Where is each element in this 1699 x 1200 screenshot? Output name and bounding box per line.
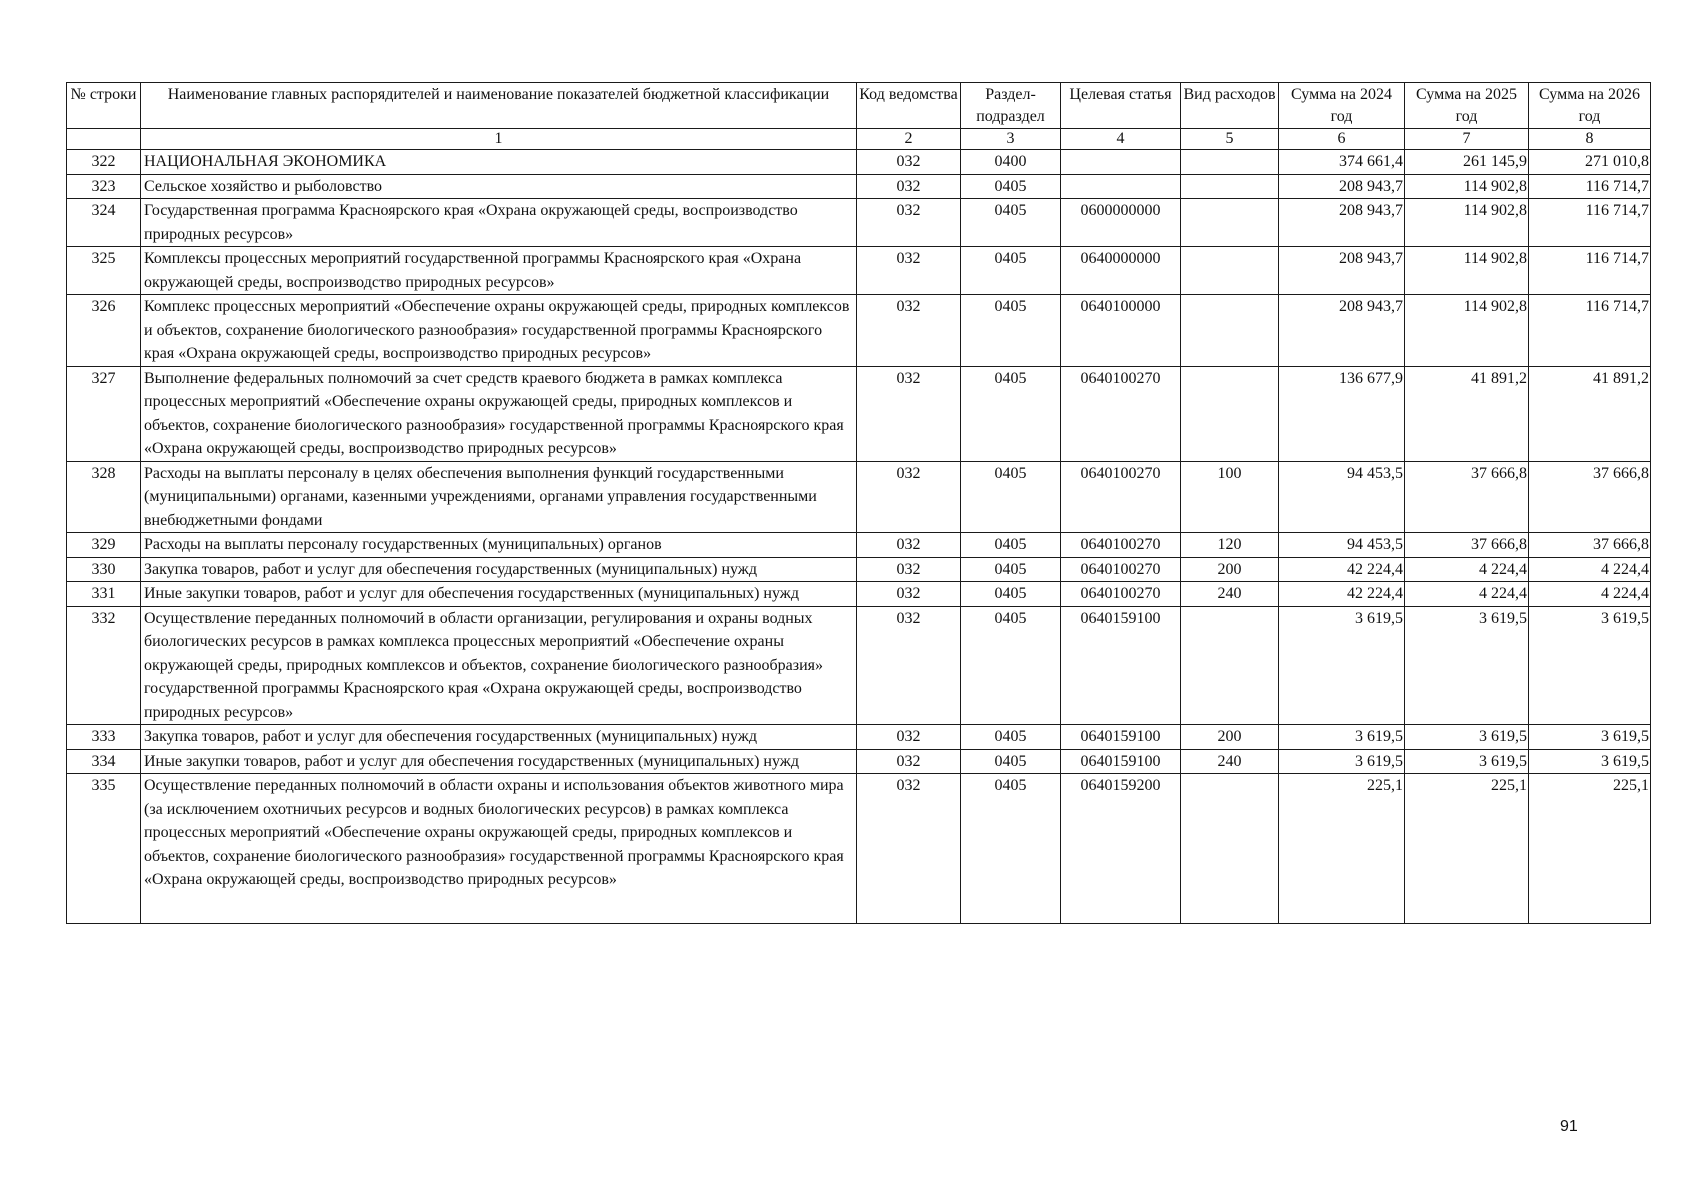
- sum-2026-cell: 116 714,7: [1529, 247, 1651, 295]
- sum-2026-cell: 271 010,8: [1529, 150, 1651, 175]
- sum-2025-cell: 114 902,8: [1405, 199, 1529, 247]
- header-expense-type: Вид расходов: [1181, 83, 1279, 129]
- sum-2024-cell: 208 943,7: [1279, 199, 1405, 247]
- sum-2025-cell: 37 666,8: [1405, 533, 1529, 558]
- expense-type-cell: 200: [1181, 725, 1279, 750]
- expense-type-cell: 240: [1181, 749, 1279, 774]
- sum-2026-cell: 225,1: [1529, 774, 1651, 924]
- column-number: 6: [1279, 129, 1405, 150]
- expense-type-cell: 200: [1181, 557, 1279, 582]
- section-cell: 0405: [961, 606, 1061, 725]
- expense-type-cell: [1181, 606, 1279, 725]
- table-row: [67, 461, 1651, 533]
- page-number: 91: [1560, 1118, 1578, 1135]
- target-cell: 0640159200: [1061, 774, 1181, 924]
- header-sum-2024: Сумма на 2024 год: [1279, 83, 1405, 129]
- row-number: 331: [67, 582, 141, 607]
- row-name: Выполнение федеральных полномочий за счет средств краевого бюджета в рамках комплекса процессных мероприятий «Обеспечение охраны окружающей среды, природных комплексов и объектов, сохранение биологического разнообразия» государственной программы Красноярского края «Охрана окружающей среды, воспроизводство природных ресурсов»: [141, 366, 857, 461]
- row-name: Закупка товаров, работ и услуг для обеспечения государственных (муниципальных) нужд: [141, 725, 857, 750]
- dept-code-cell: 032: [857, 199, 961, 247]
- sum-2026-cell: 4 224,4: [1529, 557, 1651, 582]
- dept-code-cell: 032: [857, 174, 961, 199]
- sum-2025-cell: 261 145,9: [1405, 150, 1529, 175]
- dept-code-cell: 032: [857, 533, 961, 558]
- target-cell: 0640159100: [1061, 749, 1181, 774]
- header-name: Наименование главных распорядителей и наименование показателей бюджетной классификации: [141, 83, 857, 129]
- row-number: 325: [67, 247, 141, 295]
- row-name: Расходы на выплаты персоналу в целях обеспечения выполнения функций государственными (муниципальными) органами, казенными учреждениями, органами управления государственными внебюджетными фондами: [141, 461, 857, 533]
- header-section: Раздел-подраздел: [961, 83, 1061, 129]
- section-cell: 0400: [961, 150, 1061, 175]
- target-cell: [1061, 174, 1181, 199]
- target-cell: [1061, 150, 1181, 175]
- row-number: 332: [67, 606, 141, 725]
- header-dept-code: Код ведомства: [857, 83, 961, 129]
- target-cell: 0640000000: [1061, 247, 1181, 295]
- section-cell: 0405: [961, 557, 1061, 582]
- row-number: 329: [67, 533, 141, 558]
- column-number: 4: [1061, 129, 1181, 150]
- table-row: [67, 582, 1651, 607]
- section-cell: 0405: [961, 725, 1061, 750]
- target-cell: 0640159100: [1061, 725, 1181, 750]
- column-number: 7: [1405, 129, 1529, 150]
- sum-2024-cell: 208 943,7: [1279, 247, 1405, 295]
- section-cell: 0405: [961, 582, 1061, 607]
- expense-type-cell: 240: [1181, 582, 1279, 607]
- sum-2026-cell: 3 619,5: [1529, 749, 1651, 774]
- table-row: [67, 533, 1651, 558]
- table-row: [67, 606, 1651, 725]
- dept-code-cell: 032: [857, 582, 961, 607]
- expense-type-cell: [1181, 774, 1279, 924]
- expense-type-cell: 120: [1181, 533, 1279, 558]
- expense-type-cell: [1181, 366, 1279, 461]
- column-number-row: [67, 129, 1651, 150]
- sum-2024-cell: 42 224,4: [1279, 582, 1405, 607]
- sum-2024-cell: 42 224,4: [1279, 557, 1405, 582]
- sum-2025-cell: 225,1: [1405, 774, 1529, 924]
- column-number: 3: [961, 129, 1061, 150]
- sum-2024-cell: 3 619,5: [1279, 606, 1405, 725]
- sum-2024-cell: 374 661,4: [1279, 150, 1405, 175]
- row-name: Расходы на выплаты персоналу государственных (муниципальных) органов: [141, 533, 857, 558]
- column-number: 1: [141, 129, 857, 150]
- sum-2024-cell: 208 943,7: [1279, 174, 1405, 199]
- expense-type-cell: [1181, 247, 1279, 295]
- table-row: [67, 725, 1651, 750]
- target-cell: 0640100270: [1061, 557, 1181, 582]
- sum-2024-cell: 3 619,5: [1279, 725, 1405, 750]
- target-cell: 0640100000: [1061, 295, 1181, 367]
- sum-2025-cell: 4 224,4: [1405, 557, 1529, 582]
- table-row: [67, 247, 1651, 295]
- budget-table: [66, 82, 1651, 924]
- target-cell: 0640100270: [1061, 366, 1181, 461]
- target-cell: 0600000000: [1061, 199, 1181, 247]
- table-row: [67, 150, 1651, 175]
- expense-type-cell: [1181, 174, 1279, 199]
- section-cell: 0405: [961, 174, 1061, 199]
- dept-code-cell: 032: [857, 725, 961, 750]
- dept-code-cell: 032: [857, 461, 961, 533]
- header-row-no: № строки: [67, 83, 141, 129]
- dept-code-cell: 032: [857, 557, 961, 582]
- table-body: [67, 150, 1651, 924]
- row-number: 334: [67, 749, 141, 774]
- target-cell: 0640100270: [1061, 582, 1181, 607]
- sum-2025-cell: 3 619,5: [1405, 749, 1529, 774]
- column-number: 8: [1529, 129, 1651, 150]
- table-row: [67, 557, 1651, 582]
- sum-2025-cell: 41 891,2: [1405, 366, 1529, 461]
- row-number: 323: [67, 174, 141, 199]
- row-name: Осуществление переданных полномочий в области охраны и использования объектов животного мира (за исключением охотничьих ресурсов и водных биологических ресурсов) в рамках комплекса процессных мероприятий «Обеспечение охраны окружающей среды, природных комплексов и объектов, сохранение биологического разнообразия» государственной программы Красноярского края «Охрана окружающей среды, воспроизводство природных ресурсов»: [141, 774, 857, 924]
- section-cell: 0405: [961, 366, 1061, 461]
- row-number: 335: [67, 774, 141, 924]
- dept-code-cell: 032: [857, 150, 961, 175]
- sum-2026-cell: 116 714,7: [1529, 174, 1651, 199]
- sum-2024-cell: 3 619,5: [1279, 749, 1405, 774]
- table-row: [67, 295, 1651, 367]
- target-cell: 0640100270: [1061, 461, 1181, 533]
- sum-2024-cell: 225,1: [1279, 774, 1405, 924]
- table-row: [67, 366, 1651, 461]
- expense-type-cell: 100: [1181, 461, 1279, 533]
- dept-code-cell: 032: [857, 295, 961, 367]
- sum-2025-cell: 4 224,4: [1405, 582, 1529, 607]
- row-number: 333: [67, 725, 141, 750]
- table-row: [67, 749, 1651, 774]
- table-row: [67, 774, 1651, 924]
- sum-2026-cell: 116 714,7: [1529, 295, 1651, 367]
- section-cell: 0405: [961, 533, 1061, 558]
- row-name: Иные закупки товаров, работ и услуг для обеспечения государственных (муниципальных) нужд: [141, 582, 857, 607]
- sum-2024-cell: 94 453,5: [1279, 461, 1405, 533]
- sum-2026-cell: 41 891,2: [1529, 366, 1651, 461]
- row-name: Закупка товаров, работ и услуг для обеспечения государственных (муниципальных) нужд: [141, 557, 857, 582]
- expense-type-cell: [1181, 150, 1279, 175]
- header-sum-2025: Сумма на 2025 год: [1405, 83, 1529, 129]
- row-number: 330: [67, 557, 141, 582]
- target-cell: 0640100270: [1061, 533, 1181, 558]
- table-row: [67, 174, 1651, 199]
- sum-2026-cell: 3 619,5: [1529, 725, 1651, 750]
- sum-2026-cell: 37 666,8: [1529, 461, 1651, 533]
- dept-code-cell: 032: [857, 749, 961, 774]
- row-name: НАЦИОНАЛЬНАЯ ЭКОНОМИКА: [141, 150, 857, 175]
- sum-2024-cell: 136 677,9: [1279, 366, 1405, 461]
- row-number: 324: [67, 199, 141, 247]
- column-number: 5: [1181, 129, 1279, 150]
- sum-2024-cell: 94 453,5: [1279, 533, 1405, 558]
- section-cell: 0405: [961, 199, 1061, 247]
- sum-2026-cell: 37 666,8: [1529, 533, 1651, 558]
- section-cell: 0405: [961, 749, 1061, 774]
- column-number: 2: [857, 129, 961, 150]
- row-number: 326: [67, 295, 141, 367]
- sum-2026-cell: 3 619,5: [1529, 606, 1651, 725]
- sum-2025-cell: 114 902,8: [1405, 174, 1529, 199]
- table-row: [67, 199, 1651, 247]
- row-name: Сельское хозяйство и рыболовство: [141, 174, 857, 199]
- sum-2025-cell: 114 902,8: [1405, 295, 1529, 367]
- row-name: Комплексы процессных мероприятий государственной программы Красноярского края «Охрана окружающей среды, воспроизводство природных ресурсов»: [141, 247, 857, 295]
- target-cell: 0640159100: [1061, 606, 1181, 725]
- dept-code-cell: 032: [857, 366, 961, 461]
- dept-code-cell: 032: [857, 606, 961, 725]
- expense-type-cell: [1181, 199, 1279, 247]
- sum-2024-cell: 208 943,7: [1279, 295, 1405, 367]
- dept-code-cell: 032: [857, 774, 961, 924]
- sum-2025-cell: 3 619,5: [1405, 725, 1529, 750]
- row-number: 322: [67, 150, 141, 175]
- row-name: Осуществление переданных полномочий в области организации, регулирования и охраны водных биологических ресурсов в рамках комплекса процессных мероприятий «Обеспечение охраны окружающей среды, природных комплексов и объектов, сохранение биологического разнообразия» государственной программы Красноярского края «Охрана окружающей среды, воспроизводство природных ресурсов»: [141, 606, 857, 725]
- header-target: Целевая статья: [1061, 83, 1181, 129]
- sum-2026-cell: 116 714,7: [1529, 199, 1651, 247]
- section-cell: 0405: [961, 774, 1061, 924]
- header-row: [67, 83, 1651, 129]
- section-cell: 0405: [961, 247, 1061, 295]
- expense-type-cell: [1181, 295, 1279, 367]
- sum-2025-cell: 114 902,8: [1405, 247, 1529, 295]
- sum-2025-cell: 37 666,8: [1405, 461, 1529, 533]
- row-number: 328: [67, 461, 141, 533]
- column-number: [67, 129, 141, 150]
- sum-2026-cell: 4 224,4: [1529, 582, 1651, 607]
- row-name: Иные закупки товаров, работ и услуг для обеспечения государственных (муниципальных) нужд: [141, 749, 857, 774]
- section-cell: 0405: [961, 295, 1061, 367]
- header-sum-2026: Сумма на 2026 год: [1529, 83, 1651, 129]
- row-number: 327: [67, 366, 141, 461]
- row-name: Комплекс процессных мероприятий «Обеспечение охраны окружающей среды, природных комплексов и объектов, сохранение биологического разнообразия» государственной программы Красноярского края «Охрана окружающей среды, воспроизводство природных ресурсов»: [141, 295, 857, 367]
- dept-code-cell: 032: [857, 247, 961, 295]
- sum-2025-cell: 3 619,5: [1405, 606, 1529, 725]
- row-name: Государственная программа Красноярского края «Охрана окружающей среды, воспроизводство природных ресурсов»: [141, 199, 857, 247]
- section-cell: 0405: [961, 461, 1061, 533]
